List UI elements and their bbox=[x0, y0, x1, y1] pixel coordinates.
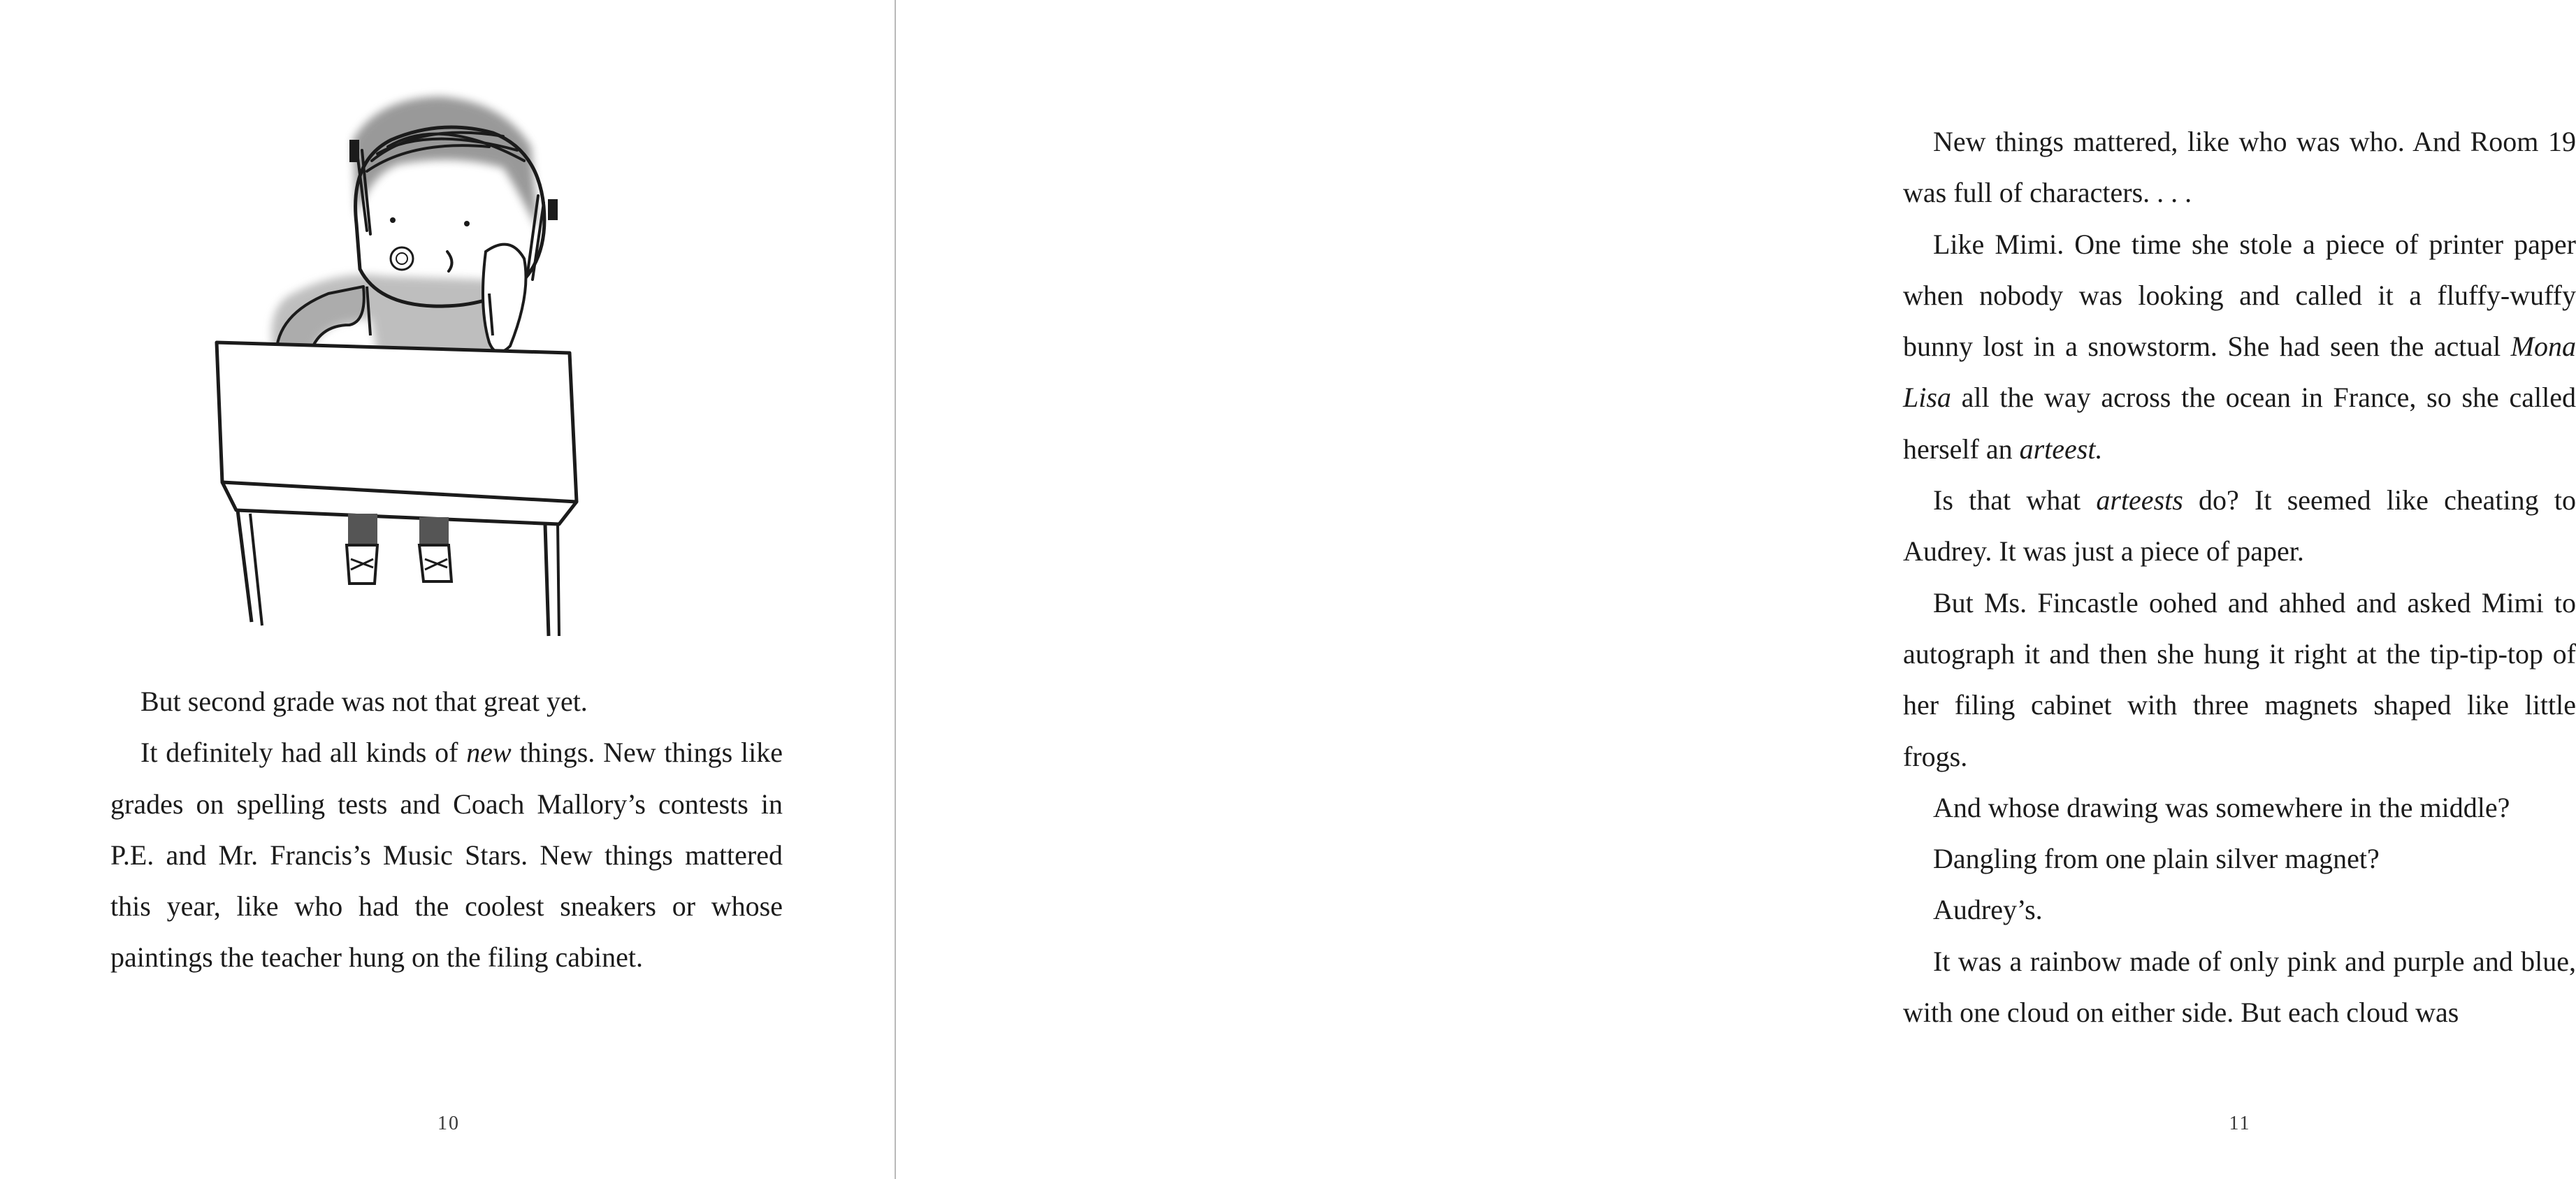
right-page bbox=[896, 0, 2576, 1179]
right-body-text bbox=[1903, 116, 2576, 1038]
eye-right bbox=[464, 221, 470, 226]
left-body-text bbox=[110, 676, 783, 983]
text-run: But Ms. Fincastle oohed and ahhed and asked Mimi to autograph it and then she hung it right at the tip-tip-top of her filing cabinet with three magnets shaped like little frogs. bbox=[1903, 586, 2576, 772]
text-run: It definitely had all kinds of bbox=[140, 737, 467, 769]
paragraph bbox=[1903, 782, 2576, 833]
hair-clip-right bbox=[548, 199, 558, 220]
shoes bbox=[347, 545, 451, 584]
leg-left bbox=[348, 514, 377, 545]
leg-right bbox=[419, 517, 449, 545]
text-run: Dangling from one plain silver magnet? bbox=[1933, 843, 2380, 875]
text-run: all the way across the ocean in France, so she called herself an bbox=[1903, 382, 2576, 465]
page-number-left: 10 bbox=[437, 1113, 460, 1134]
text-run: But second grade was not that great yet. bbox=[140, 686, 588, 717]
desk-top bbox=[217, 342, 577, 502]
text-run: Like Mimi. One time she stole a piece of printer paper when nobody was looking and called it a fluffy-wuffy bunny lost in a snowstorm. She had seen the actual bbox=[1903, 228, 2576, 363]
italic-run: arteest. bbox=[2019, 433, 2103, 465]
paragraph bbox=[1903, 116, 2576, 219]
italic-run: arteests bbox=[2096, 484, 2183, 516]
paragraph bbox=[1903, 884, 2576, 935]
paragraph bbox=[110, 676, 783, 727]
italic-run: new bbox=[466, 737, 512, 769]
text-run: Is that what bbox=[1933, 484, 2097, 516]
paragraph bbox=[1903, 475, 2576, 577]
text-run: do? It seemed like cheating to Audrey. It was just a piece of paper. bbox=[1903, 484, 2576, 567]
text-run: Audrey’s. bbox=[1933, 894, 2043, 926]
text-run: things. New things like grades on spelling tests and Coach Mallory’s contests in P.E. and Mr. Francis’s Music Stars. New things mattered this year, like who had the coolest sneakers or whose paintings the teacher hung on the filing cabinet. bbox=[110, 737, 783, 974]
hair-clip-left bbox=[349, 140, 359, 162]
italic-run: Mona Lisa bbox=[1903, 331, 2576, 414]
desk-leg-right bbox=[545, 524, 549, 636]
paragraph bbox=[1903, 577, 2576, 782]
left-page bbox=[0, 0, 895, 1179]
paragraph bbox=[1903, 936, 2576, 1039]
page-number-right: 11 bbox=[2229, 1113, 2251, 1134]
paragraph bbox=[1903, 219, 2576, 475]
cheek-swirl bbox=[391, 247, 413, 270]
desk-leg-left bbox=[238, 510, 252, 622]
text-run: New things mattered, like who was who. And Room 19 was full of characters. . . . bbox=[1903, 126, 2576, 209]
girl-at-desk-illustration bbox=[210, 84, 699, 643]
text-run: It was a rainbow made of only pink and purple and blue, with one cloud on either side. But each cloud was bbox=[1903, 945, 2576, 1029]
mouth bbox=[447, 252, 452, 271]
paragraph bbox=[110, 727, 783, 983]
eye-left bbox=[390, 217, 396, 223]
text-run: And whose drawing was somewhere in the middle? bbox=[1933, 791, 2510, 823]
paragraph bbox=[1903, 833, 2576, 884]
